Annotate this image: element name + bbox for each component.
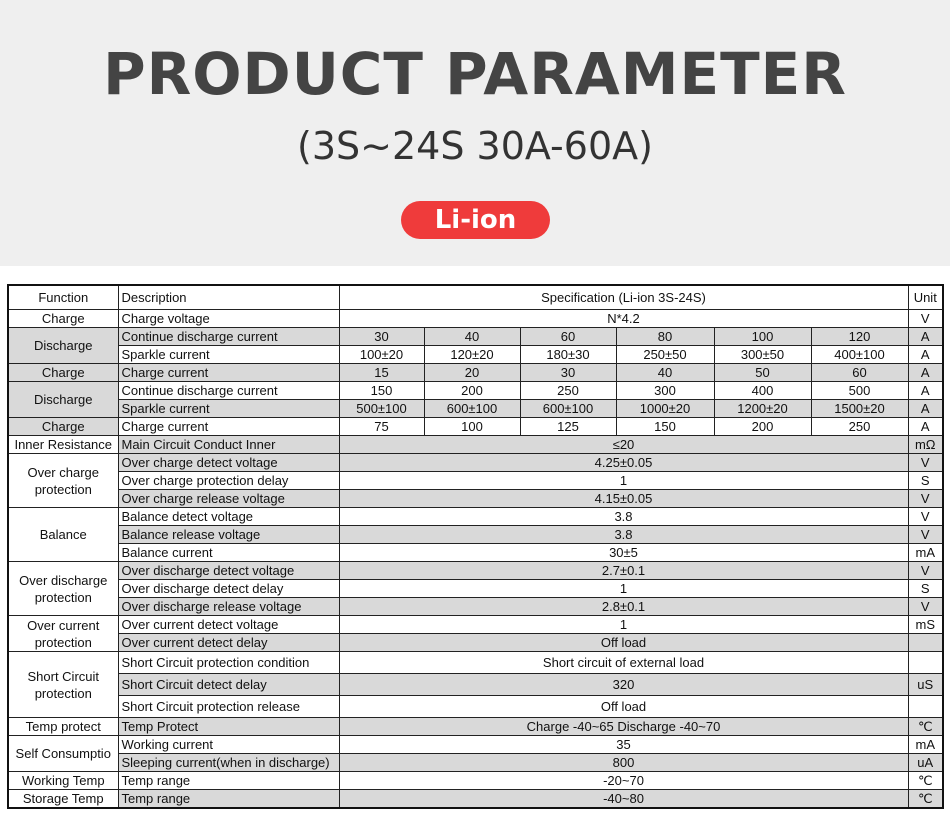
table-row	[8, 490, 943, 508]
unit-cell: ℃	[908, 772, 943, 790]
value-cell: -20~70	[339, 772, 908, 790]
unit-cell: A	[908, 328, 943, 346]
unit-cell: mA	[908, 544, 943, 562]
value-cell: Short circuit of external load	[339, 652, 908, 674]
value-cell: 400±100	[811, 346, 908, 364]
table-row	[8, 790, 943, 809]
value-cell: 4.25±0.05	[339, 454, 908, 472]
function-cell: Storage Temp	[8, 790, 118, 809]
function-cell: Over charge protection	[8, 454, 118, 508]
value-cell: 150	[616, 418, 714, 436]
unit-cell: ℃	[908, 790, 943, 809]
unit-cell: A	[908, 382, 943, 400]
table-row	[8, 328, 943, 346]
unit-cell: mS	[908, 616, 943, 634]
value-cell: 30	[339, 328, 424, 346]
parameter-table	[7, 284, 944, 809]
description-cell: Over charge protection delay	[118, 472, 339, 490]
table-row	[8, 652, 943, 674]
value-cell: 100	[424, 418, 520, 436]
unit-cell: A	[908, 418, 943, 436]
unit-cell: mA	[908, 736, 943, 754]
description-cell: Short Circuit detect delay	[118, 674, 339, 696]
unit-cell: A	[908, 364, 943, 382]
header-description: Description	[118, 285, 339, 310]
value-cell: 250	[811, 418, 908, 436]
value-cell: 120±20	[424, 346, 520, 364]
table-row	[8, 472, 943, 490]
table-row	[8, 718, 943, 736]
function-cell: Self Consumptio	[8, 736, 118, 772]
description-cell: Sparkle current	[118, 346, 339, 364]
value-cell: 60	[520, 328, 616, 346]
value-cell: 15	[339, 364, 424, 382]
page-title: PRODUCT PARAMETER	[103, 40, 847, 108]
table-row	[8, 454, 943, 472]
unit-cell: mΩ	[908, 436, 943, 454]
value-cell: 100±20	[339, 346, 424, 364]
value-cell: 250±50	[616, 346, 714, 364]
value-cell: 100	[714, 328, 811, 346]
unit-cell: V	[908, 454, 943, 472]
description-cell: Over current detect voltage	[118, 616, 339, 634]
value-cell: 20	[424, 364, 520, 382]
value-cell: 1200±20	[714, 400, 811, 418]
table-row	[8, 562, 943, 580]
description-cell: Continue discharge current	[118, 382, 339, 400]
header-function: Function	[8, 285, 118, 310]
function-cell: Working Temp	[8, 772, 118, 790]
description-cell: Over discharge detect voltage	[118, 562, 339, 580]
value-cell: ≤20	[339, 436, 908, 454]
value-cell: 35	[339, 736, 908, 754]
function-cell: Over discharge protection	[8, 562, 118, 616]
description-cell: Temp Protect	[118, 718, 339, 736]
unit-cell: S	[908, 580, 943, 598]
value-cell: 180±30	[520, 346, 616, 364]
function-cell: Charge	[8, 364, 118, 382]
unit-cell: V	[908, 598, 943, 616]
value-cell: 1	[339, 580, 908, 598]
table-row	[8, 580, 943, 598]
unit-cell: uS	[908, 674, 943, 696]
description-cell: Short Circuit protection condition	[118, 652, 339, 674]
description-cell: Main Circuit Conduct Inner	[118, 436, 339, 454]
value-cell: 600±100	[520, 400, 616, 418]
unit-cell: uA	[908, 754, 943, 772]
value-cell: N*4.2	[339, 310, 908, 328]
description-cell: Sleeping current(when in discharge)	[118, 754, 339, 772]
value-cell: 30±5	[339, 544, 908, 562]
value-cell: 250	[520, 382, 616, 400]
function-cell: Discharge	[8, 382, 118, 418]
unit-cell	[908, 634, 943, 652]
description-cell: Charge current	[118, 418, 339, 436]
function-cell: Charge	[8, 310, 118, 328]
value-cell: 300	[616, 382, 714, 400]
unit-cell: ℃	[908, 718, 943, 736]
description-cell: Charge current	[118, 364, 339, 382]
function-cell: Charge	[8, 418, 118, 436]
description-cell: Over charge detect voltage	[118, 454, 339, 472]
description-cell: Working current	[118, 736, 339, 754]
unit-cell: S	[908, 472, 943, 490]
table-row	[8, 736, 943, 754]
table-row	[8, 634, 943, 652]
description-cell: Over discharge release voltage	[118, 598, 339, 616]
description-cell: Balance release voltage	[118, 526, 339, 544]
table-header-row	[8, 285, 943, 310]
value-cell: 4.15±0.05	[339, 490, 908, 508]
value-cell: Charge -40~65 Discharge -40~70	[339, 718, 908, 736]
value-cell: 800	[339, 754, 908, 772]
table-row	[8, 696, 943, 718]
function-cell: Over current protection	[8, 616, 118, 652]
header-spec: Specification (Li-ion 3S-24S)	[339, 285, 908, 310]
value-cell: 320	[339, 674, 908, 696]
value-cell: 30	[520, 364, 616, 382]
description-cell: Temp range	[118, 790, 339, 809]
table-row	[8, 544, 943, 562]
value-cell: 60	[811, 364, 908, 382]
value-cell: 400	[714, 382, 811, 400]
table-row	[8, 310, 943, 328]
unit-cell: V	[908, 508, 943, 526]
value-cell: 75	[339, 418, 424, 436]
description-cell: Over discharge detect delay	[118, 580, 339, 598]
table-row	[8, 436, 943, 454]
value-cell: 150	[339, 382, 424, 400]
function-cell: Inner Resistance	[8, 436, 118, 454]
value-cell: 1500±20	[811, 400, 908, 418]
value-cell: 3.8	[339, 526, 908, 544]
value-cell: 2.8±0.1	[339, 598, 908, 616]
unit-cell: A	[908, 400, 943, 418]
unit-cell: V	[908, 310, 943, 328]
value-cell: 600±100	[424, 400, 520, 418]
value-cell: 1000±20	[616, 400, 714, 418]
value-cell: 1	[339, 472, 908, 490]
value-cell: 3.8	[339, 508, 908, 526]
value-cell: 500	[811, 382, 908, 400]
battery-type-badge: Li-ion	[401, 201, 550, 239]
table-row	[8, 526, 943, 544]
table-row	[8, 382, 943, 400]
description-cell: Charge voltage	[118, 310, 339, 328]
value-cell: 500±100	[339, 400, 424, 418]
table-row	[8, 418, 943, 436]
unit-cell: V	[908, 562, 943, 580]
description-cell: Balance detect voltage	[118, 508, 339, 526]
value-cell: 200	[714, 418, 811, 436]
function-cell: Discharge	[8, 328, 118, 364]
table-row	[8, 772, 943, 790]
table-row	[8, 346, 943, 364]
table-row	[8, 674, 943, 696]
function-cell: Temp protect	[8, 718, 118, 736]
table-row	[8, 508, 943, 526]
value-cell: 125	[520, 418, 616, 436]
unit-cell	[908, 652, 943, 674]
header-unit: Unit	[908, 285, 943, 310]
value-cell: 200	[424, 382, 520, 400]
value-cell: Off load	[339, 634, 908, 652]
value-cell: 40	[424, 328, 520, 346]
value-cell: 50	[714, 364, 811, 382]
description-cell: Temp range	[118, 772, 339, 790]
value-cell: 300±50	[714, 346, 811, 364]
description-cell: Balance current	[118, 544, 339, 562]
value-cell: 1	[339, 616, 908, 634]
description-cell: Over charge release voltage	[118, 490, 339, 508]
table-row	[8, 616, 943, 634]
unit-cell	[908, 696, 943, 718]
description-cell: Short Circuit protection release	[118, 696, 339, 718]
value-cell: 40	[616, 364, 714, 382]
value-cell: -40~80	[339, 790, 908, 809]
table-row	[8, 598, 943, 616]
description-cell: Sparkle current	[118, 400, 339, 418]
description-cell: Continue discharge current	[118, 328, 339, 346]
table-row	[8, 754, 943, 772]
value-cell: Off load	[339, 696, 908, 718]
value-cell: 120	[811, 328, 908, 346]
unit-cell: A	[908, 346, 943, 364]
function-cell: Balance	[8, 508, 118, 562]
table-row	[8, 400, 943, 418]
description-cell: Over current detect delay	[118, 634, 339, 652]
page-subtitle: (3S~24S 30A-60A)	[297, 124, 653, 168]
unit-cell: V	[908, 490, 943, 508]
unit-cell: V	[908, 526, 943, 544]
table-row	[8, 364, 943, 382]
value-cell: 2.7±0.1	[339, 562, 908, 580]
function-cell: Short Circuit protection	[8, 652, 118, 718]
value-cell: 80	[616, 328, 714, 346]
